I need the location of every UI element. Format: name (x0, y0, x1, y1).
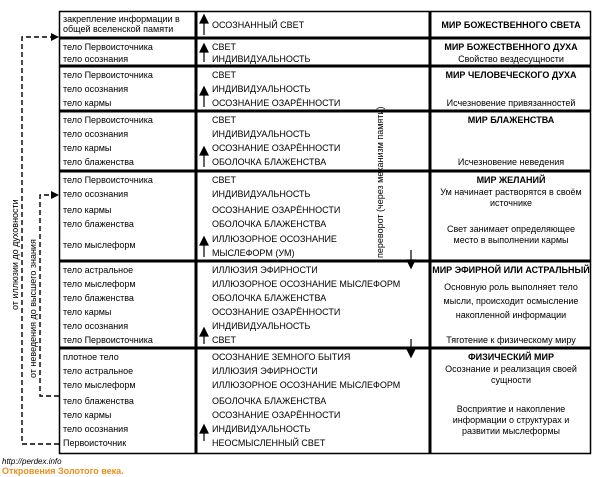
state-label: ОСОЗНАНИЕ ЗЕМНОГО БЫТИЯ (212, 352, 351, 362)
world-note: Исчезновение неведения (457, 157, 565, 167)
state-label: ИНДИВИДУАЛЬНОСТЬ (212, 129, 311, 139)
body-label: плотное тело (63, 352, 119, 362)
world-title: МИР БЛАЖЕНСТВА (467, 115, 555, 125)
body-label: тело осознания (63, 321, 129, 331)
outer-vertical-label: от иллюзии до духовности (10, 199, 20, 310)
state-label: СВЕТ (212, 115, 237, 125)
state-label: ИНДИВИДУАЛЬНОСТЬ (212, 54, 311, 64)
body-label: закрепление информации в общей вселенской памяти (63, 14, 180, 34)
body-label: тело кармы (63, 307, 112, 317)
state-label: ОСОЗНАНИЕ ОЗАРЁННОСТИ (212, 143, 341, 153)
world-note: Основную роль выполняет тело мысли, происходит осмысление накопленной информации (443, 282, 579, 320)
body-label: тело мыслеформ (63, 279, 136, 289)
body-label: тело осознания (63, 54, 129, 64)
body-label: тело Первоисточника (63, 115, 153, 125)
world-note: Восприятие и накопление информации о структурах и развитии мыслеформы (452, 404, 570, 436)
body-label: тело астральное (63, 265, 134, 275)
state-label: МЫСЛЕФОРМ (УМ) (212, 248, 295, 258)
world-title: МИР БОЖЕСТВЕННОГО СВЕТА (441, 20, 581, 30)
state-label: ИЛЛЮЗИЯ ЭФИРНОСТИ (212, 366, 318, 376)
source-title: Откровения Золотого века. (2, 466, 124, 476)
state-label: ИЛЛЮЗОРНОЕ ОСОЗНАНИЕ МЫСЛЕФОРМ (212, 380, 401, 390)
state-label: СВЕТ (212, 70, 237, 80)
state-label: ОБОЛОЧКА БЛАЖЕНСТВА (212, 396, 327, 406)
body-label: тело кармы (63, 205, 112, 215)
world-note: Осознание и реализация своей сущности (445, 364, 577, 385)
state-label: СВЕТ (212, 175, 237, 185)
state-label: ОСОЗНАНИЕ ОЗАРЁННОСТИ (212, 98, 341, 108)
source-url[interactable]: http://perdex.info (2, 457, 62, 466)
inner-bracket (40, 195, 59, 396)
state-label: ОСОЗНАНИЕ ОЗАРЁННОСТИ (212, 307, 341, 317)
state-label: ОСОЗНАННЫЙ СВЕТ (212, 20, 305, 30)
state-label: НЕОСМЫСЛЕННЫЙ СВЕТ (212, 438, 326, 448)
state-label: СВЕТ (212, 42, 237, 52)
state-label: ИНДИВИДУАЛЬНОСТЬ (212, 189, 311, 199)
down-arrows (407, 250, 415, 357)
body-label: тело блаженства (63, 396, 134, 406)
body-label: тело кармы (63, 98, 112, 108)
outer-bracket-arrowhead (51, 33, 59, 41)
world-title: МИР ЭФИРНОЙ ИЛИ АСТРАЛЬНЫЙ (432, 265, 590, 275)
state-label: ОБОЛОЧКА БЛАЖЕНСТВА (212, 293, 327, 303)
body-label: тело осознания (63, 129, 129, 139)
body-label: тело астральное (63, 366, 134, 376)
world-title: МИР ЧЕЛОВЕЧЕСКОГО ДУХА (445, 70, 577, 80)
inner-vertical-label: от неведения до высшего знания (28, 239, 38, 378)
body-label: тело мыслеформ (63, 240, 136, 250)
body-label: тело Первоисточника (63, 42, 153, 52)
body-label: тело осознания (63, 189, 129, 199)
state-label: ИЛЛЮЗИЯ ЭФИРНОСТИ (212, 265, 318, 275)
world-note: Исчезновение привязанностей (446, 98, 576, 108)
state-label: СВЕТ (212, 335, 237, 345)
world-note: Свет занимает определяющее место в выполнении кармы (447, 224, 575, 245)
world-note: Ум начинает растворятся в своём источнике (440, 187, 582, 208)
state-label: ИНДИВИДУАЛЬНОСТЬ (212, 84, 311, 94)
state-label: ИНДИВИДУАЛЬНОСТЬ (212, 321, 311, 331)
state-label: ОСОЗНАНИЕ ОЗАРЁННОСТИ (212, 410, 341, 420)
state-label: ИЛЛЮЗОРНОЕ ОСОЗНАНИЕ МЫСЛЕФОРМ (212, 279, 401, 289)
state-label: ОБОЛОЧКА БЛАЖЕНСТВА (212, 219, 327, 229)
body-label: тело Первоисточника (63, 335, 153, 345)
flip-note: переворот (через механизм памяти) (375, 106, 385, 258)
body-label: тело блаженства (63, 293, 134, 303)
body-label: тело блаженства (63, 157, 134, 167)
body-label: тело осознания (63, 424, 129, 434)
body-label: тело кармы (63, 143, 112, 153)
state-label: ИНДИВИДУАЛЬНОСТЬ (212, 424, 311, 434)
world-note: Свойство вездесущности (458, 54, 564, 64)
world-title: ФИЗИЧЕСКИЙ МИР (468, 352, 554, 362)
body-label: тело Первоисточника (63, 70, 153, 80)
state-label: ИЛЛЮЗОРНОЕ ОСОЗНАНИЕ (212, 234, 337, 244)
body-label: тело осознания (63, 84, 129, 94)
inner-bracket-arrowhead (51, 191, 59, 199)
world-note: Тяготение к физическому миру (446, 335, 576, 345)
body-label: тело Первоисточника (63, 175, 153, 185)
state-label: ОСОЗНАНИЕ ОЗАРЁННОСТИ (212, 205, 341, 215)
state-label: ОБОЛОЧКА БЛАЖЕНСТВА (212, 157, 327, 167)
world-title: МИР БОЖЕСТВЕННОГО ДУХА (444, 42, 578, 52)
body-label: тело блаженства (63, 219, 134, 229)
body-label: тело кармы (63, 410, 112, 420)
world-title: МИР ЖЕЛАНИЙ (476, 175, 546, 185)
body-label: тело мыслеформ (63, 380, 136, 390)
up-arrows (200, 15, 208, 441)
body-label: Первоисточник (63, 438, 127, 448)
